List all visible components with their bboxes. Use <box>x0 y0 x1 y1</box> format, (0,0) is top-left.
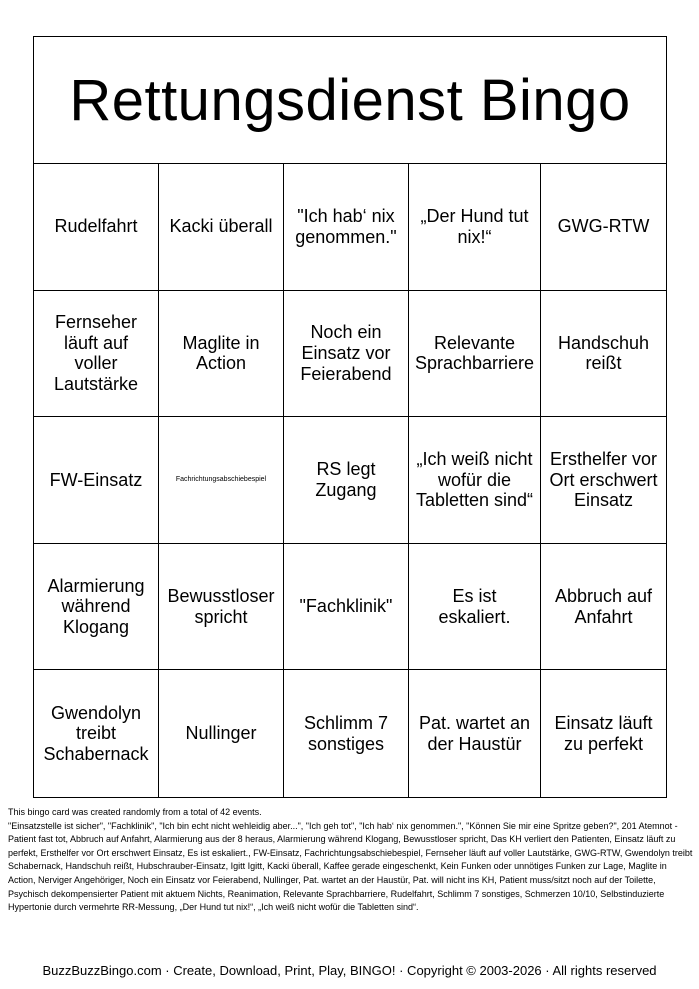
bingo-cell[interactable]: Relevante Sprachbarriere <box>409 291 541 418</box>
bingo-cell[interactable]: Kacki überall <box>159 164 284 291</box>
bingo-cell[interactable]: Bewusstloser spricht <box>159 544 284 671</box>
bingo-cell[interactable]: Schlimm 7 sonstiges <box>284 670 409 797</box>
bingo-cell[interactable]: Abbruch auf Anfahrt <box>541 544 666 671</box>
bingo-cell[interactable]: Pat. wartet an der Haustür <box>409 670 541 797</box>
bingo-cell[interactable]: FW-Einsatz <box>34 417 159 544</box>
bingo-card <box>33 36 667 798</box>
bingo-cell[interactable]: Gwendolyn treibt Schabernack <box>34 670 159 797</box>
bingo-cell[interactable]: „Ich weiß nicht wofür die Tabletten sind“ <box>409 417 541 544</box>
bingo-cell[interactable]: Es ist eskaliert. <box>409 544 541 671</box>
bingo-cell[interactable]: RS legt Zugang <box>284 417 409 544</box>
bingo-grid <box>34 164 666 797</box>
bingo-cell[interactable]: Maglite in Action <box>159 291 284 418</box>
event-list <box>8 806 694 915</box>
bingo-cell[interactable]: Ersthelfer vor Ort erschwert Einsatz <box>541 417 666 544</box>
bingo-cell[interactable]: Handschuh reißt <box>541 291 666 418</box>
bingo-cell[interactable]: "Ich hab‘ nix genommen." <box>284 164 409 291</box>
event-list-items: "Einsatzstelle ist sicher", "Fachklinik", "Ich bin echt nicht wehleidig aber...", "Ich geh tot", "Ich hab‘ nix genommen.", "Können Sie mir eine Spritze geben?", 201 Atemnot - Patient fast tot, Abbruch auf Anfahrt, Alarmierung aus der 8 heraus, Alarmierung während Klogang, Bewusstloser spricht, Das KH verliert den Patienten, Einsatz läuft zu perfekt, Ersthelfer vor Ort erschwert Einsatz, Es ist eskaliert., FW-Einsatz, Fachrichtungsabschiebespiel, Fernseher läuft auf voller Lautstärke, GWG-RTW, Gwendolyn treibt Schabernack, Handschuh reißt, Hubschrauber-Einsatz, Igitt Igitt, Kacki überall, Kaffee gerade eingeschenkt, Kein Funken oder unnötiges Funken zur Lage, Maglite in Action, Nerviger Angehöriger, Noch ein Einsatz vor Feierabend, Nullinger, Pat. wartet an der Haustür, Pat. will nicht ins KH, Patient muss/sitzt noch auf der Toilette, Psychisch dekompensierter Patient mit aktuem Nichts, Reanimation, Relevante Sprachbarriere, Rudelfahrt, Schlimm 7 sonstiges, Schmerzen 10/10, Selbstinduzierte Hypertonie durch vermehrte RR-Messung, „Der Hund tut nix!“, „Ich weiß nicht wofür die Tabletten sind“. <box>8 820 693 913</box>
bingo-cell[interactable]: "Fachklinik" <box>284 544 409 671</box>
event-list-intro: This bingo card was created randomly from a total of 42 events. <box>8 807 262 817</box>
bingo-cell[interactable]: „Der Hund tut nix!“ <box>409 164 541 291</box>
bingo-cell[interactable]: Einsatz läuft zu perfekt <box>554 712 653 754</box>
copyright-footer: BuzzBuzzBingo.com · Create, Download, Print, Play, BINGO! · Copyright © 2003-2026 · All rights reserved <box>42 963 657 978</box>
bingo-cell[interactable]: Fachrichtungsabschiebespiel <box>159 417 284 544</box>
bingo-cell[interactable]: GWG-RTW <box>541 164 666 291</box>
bingo-cell[interactable]: Fernseher läuft auf voller Lautstärke <box>34 291 159 418</box>
card-title: Rettungsdienst Bingo <box>34 37 666 164</box>
bingo-cell[interactable]: Nullinger <box>159 670 284 797</box>
bingo-cell[interactable]: Rudelfahrt <box>34 164 159 291</box>
bingo-cell[interactable]: Alarmierung während Klogang <box>34 544 159 671</box>
bingo-cell[interactable]: Noch ein Einsatz vor Feierabend <box>284 291 409 418</box>
